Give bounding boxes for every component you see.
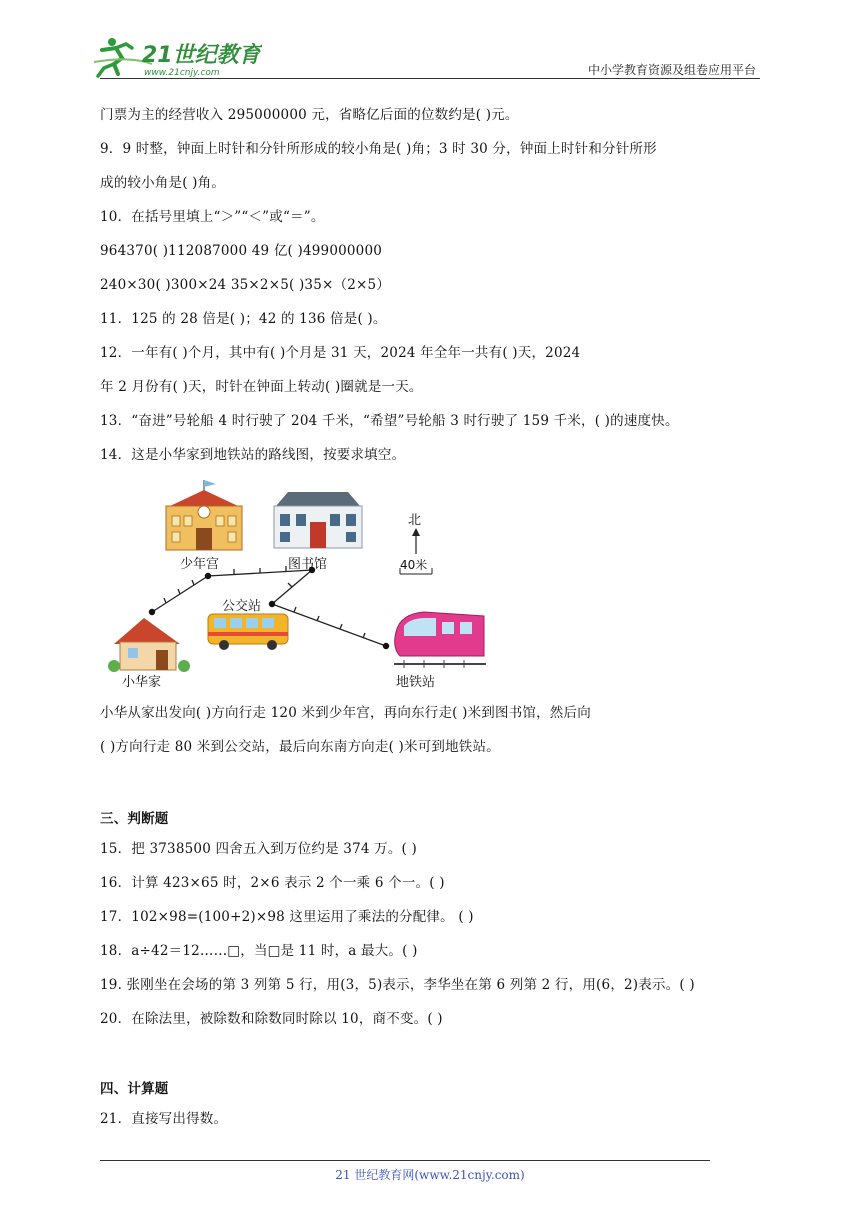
question-18: 18．a÷42＝12……□，当□是 11 时，a 最大。( ) <box>100 943 418 959</box>
logo-text: 21世纪教育 <box>142 43 261 68</box>
youth-palace-icon <box>166 480 242 550</box>
section-3-title: 三、判断题 <box>100 811 169 827</box>
question-14-fill-line-1: 小华从家出发向( )方向行走 120 米到少年宫，再向东行走( )米到图书馆，然后向 <box>100 705 591 721</box>
question-17: 17．102×98=(100+2)×98 这里运用了乘法的分配律。 ( ) <box>100 909 474 925</box>
bus-icon <box>208 614 288 650</box>
question-14: 14．这是小华家到地铁站的路线图，按要求填空。 <box>100 447 406 463</box>
label-youth-palace: 少年宫 <box>180 557 220 572</box>
header-divider <box>100 78 760 79</box>
question-15: 15．把 3738500 四舍五入到万位约是 374 万。( ) <box>100 841 417 857</box>
question-12-line-1: 12．一年有( )个月，其中有( )个月是 31 天，2024 年全年一共有( )天，2024 <box>100 345 581 361</box>
question-13: 13．“奋进”号轮船 4 时行驶了 204 千米，“希望”号轮船 3 时行驶了 159 千米，( )的速度快。 <box>100 413 679 429</box>
library-icon <box>274 492 362 548</box>
label-metro: 地铁站 <box>396 675 436 690</box>
logo-url: www.21cnjy.com <box>144 68 220 78</box>
question-10-row-2: 240×30( )300×24 35×2×5( )35×（2×5） <box>100 277 391 293</box>
question-12-line-2: 年 2 月份有( )天，时针在钟面上转动( )圈就是一天。 <box>100 379 423 395</box>
label-scale: 40米 <box>400 558 428 572</box>
label-home: 小华家 <box>122 675 162 690</box>
question-9-line-1: 9．9 时整，钟面上时针和分针所形成的较小角是( )角；3 时 30 分，钟面上时针和分针所形 <box>100 141 657 157</box>
header-platform-name: 中小学教育资源及组卷应用平台 <box>587 63 756 77</box>
footer-site: 21 世纪教育网(www.21cnjy.com) <box>335 1168 525 1182</box>
question-16: 16．计算 423×65 时，2×6 表示 2 个一乘 6 个一。( ) <box>100 875 445 891</box>
question-19: 19. 张刚坐在会场的第 3 列第 5 行，用(3，5)表示，李华坐在第 6 列第 2 行，用(6，2)表示。( ) <box>100 977 695 993</box>
route-map-figure <box>104 476 494 696</box>
question-11: 11．125 的 28 倍是( )；42 的 136 倍是( )。 <box>100 311 387 327</box>
footer-divider <box>100 1160 710 1161</box>
metro-train-icon <box>394 612 486 668</box>
question-21: 21．直接写出得数。 <box>100 1111 228 1127</box>
question-20: 20．在除法里，被除数和除数同时除以 10，商不变。( ) <box>100 1011 443 1027</box>
label-library: 图书馆 <box>288 557 328 572</box>
question-10-row-1: 964370( )112087000 49 亿( )499000000 <box>100 243 383 259</box>
home-icon <box>108 618 190 672</box>
question-9-line-2: 成的较小角是( )角。 <box>100 175 226 191</box>
label-north: 北 <box>408 513 422 528</box>
question-8-continued: 门票为主的经营收入 295000000 元，省略亿后面的位数约是( )元。 <box>100 107 519 123</box>
question-14-fill-line-2: ( )方向行走 80 米到公交站，最后向东南方向走( )米可到地铁站。 <box>100 739 500 755</box>
section-4-title: 四、计算题 <box>100 1081 169 1097</box>
site-logo <box>92 34 262 78</box>
label-bus-stop: 公交站 <box>222 599 262 614</box>
question-10: 10．在括号里填上“＞”“＜”或“＝”。 <box>100 209 325 225</box>
